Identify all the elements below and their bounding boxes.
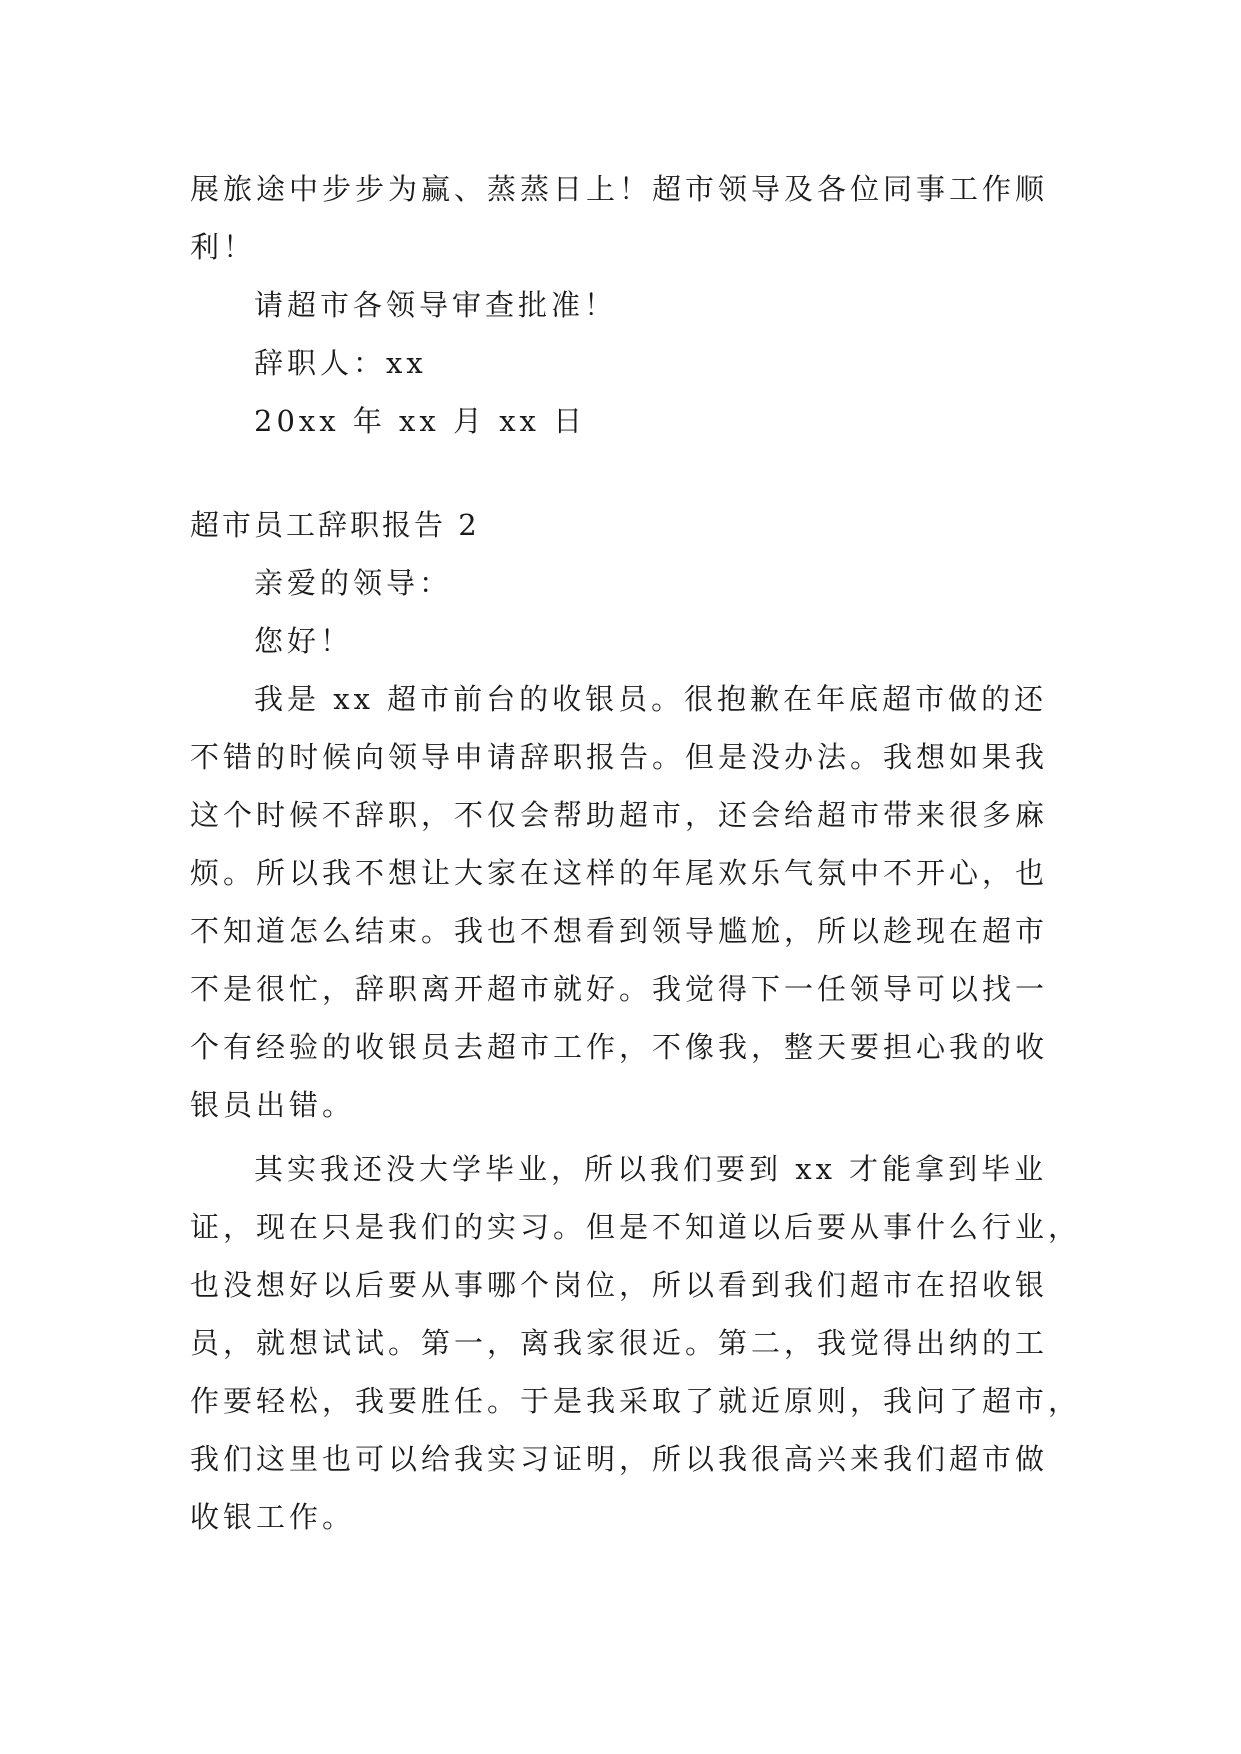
text-line: 不错的时候向领导申请辞职报告。但是没办法。我想如果我 (190, 740, 1049, 774)
signature-line: 辞职人：xx (254, 346, 427, 380)
text-line: 收银工作。 (190, 1500, 356, 1534)
greeting: 您好！ (254, 624, 354, 658)
text-line: 个有经验的收银员去超市工作，不像我，整天要担心我的收 (190, 1030, 1049, 1064)
approval-request: 请超市各领导审查批准！ (254, 288, 618, 322)
date-line: 20xx 年 xx 月 xx 日 (254, 404, 587, 438)
text-line: 这个时候不辞职，不仅会帮助超市，还会给超市带来很多麻 (190, 798, 1049, 832)
body-paragraph-2 (190, 1140, 1082, 1546)
section-title: 超市员工辞职报告 2 (190, 508, 480, 542)
document-body (190, 160, 1082, 1546)
text-line: 烦。所以我不想让大家在这样的年尾欢乐气氛中不开心，也 (190, 856, 1049, 890)
text-line: 员，就想试试。第一，离我家很近。第二，我觉得出纳的工 (190, 1326, 1049, 1360)
text-line: 展旅途中步步为赢、蒸蒸日上！超市领导及各位同事工作顺 (190, 172, 1049, 206)
continuation-paragraph (190, 160, 1050, 276)
text-line: 证，现在只是我们的实习。但是不知道以后要从事什么行业， (190, 1210, 1082, 1244)
text-line: 作要轻松，我要胜任。于是我采取了就近原则，我问了超市， (190, 1384, 1082, 1418)
body-paragraph-1 (190, 670, 1050, 1134)
section-spacer (190, 450, 1050, 496)
text-line: 我是 xx 超市前台的收银员。很抱歉在年底超市做的还 (254, 682, 1048, 716)
text-line: 不知道怎么结束。我也不想看到领导尴尬，所以趁现在超市 (190, 914, 1049, 948)
salutation: 亲爱的领导： (254, 566, 453, 600)
text-line: 其实我还没大学毕业，所以我们要到 xx 才能拿到毕业 (254, 1152, 1048, 1186)
text-line: 不是很忙，辞职离开超市就好。我觉得下一任领导可以找一 (190, 972, 1049, 1006)
text-line: 我们这里也可以给我实习证明，所以我很高兴来我们超市做 (190, 1442, 1049, 1476)
text-line: 也没想好以后要从事哪个岗位，所以看到我们超市在招收银 (190, 1268, 1049, 1302)
text-line: 银员出错。 (190, 1088, 356, 1122)
text-line: 利！ (190, 230, 257, 264)
